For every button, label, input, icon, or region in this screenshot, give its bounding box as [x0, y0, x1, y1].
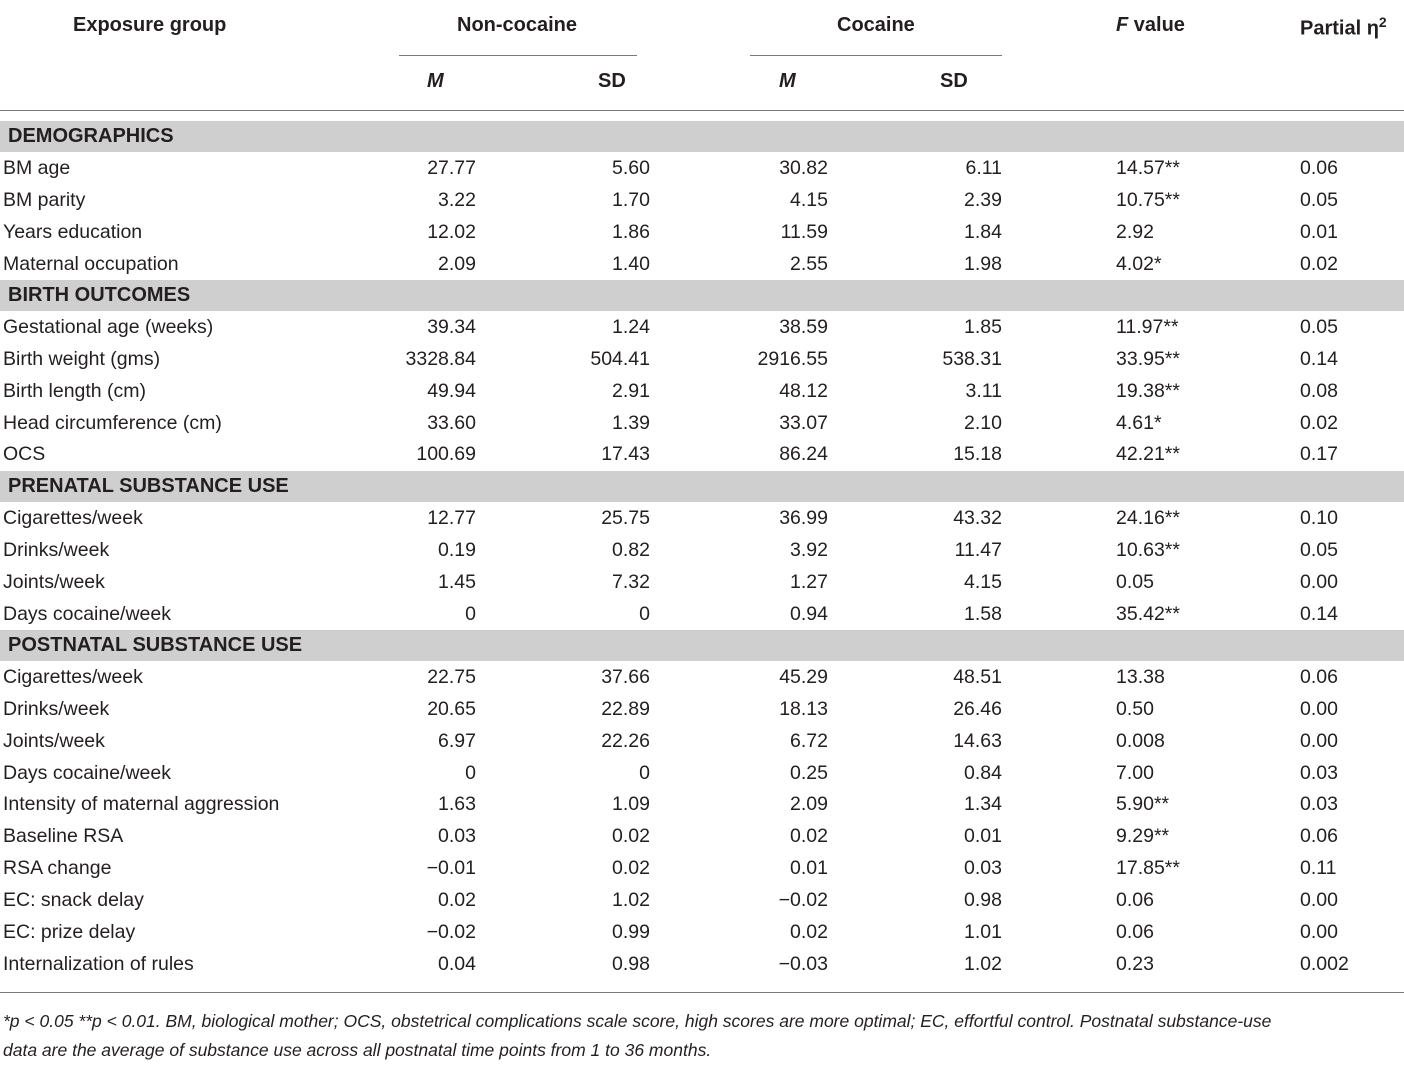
cell-cocaine-m: 11.59 [780, 220, 828, 243]
row-label: Internalization of rules [3, 952, 194, 975]
cell-noncocaine-m: −0.01 [426, 857, 476, 880]
cell-cocaine-sd: 48.51 [953, 666, 1002, 688]
cell-noncocaine-m: 12.02 [427, 220, 476, 243]
header-cocaine: Cocaine [837, 14, 915, 36]
cell-cocaine-m: 2.55 [790, 252, 828, 275]
cell-f-value: 0.50 [1116, 697, 1154, 720]
cell-partial-eta: 0.05 [1300, 316, 1338, 338]
section-band [0, 121, 1404, 152]
row-label: Days cocaine/week [3, 761, 171, 784]
cell-noncocaine-m: 1.45 [438, 570, 476, 593]
cell-f-value: 35.42** [1116, 602, 1180, 625]
cell-cocaine-sd: 4.15 [964, 570, 1002, 593]
cell-partial-eta: 0.00 [1300, 697, 1338, 720]
header-nc-sd: SD [598, 70, 626, 92]
row-label: Cigarettes/week [3, 666, 143, 688]
cell-cocaine-m: 2.09 [790, 793, 828, 816]
cell-noncocaine-sd: 22.89 [601, 697, 650, 720]
cell-partial-eta: 0.08 [1300, 379, 1338, 402]
cell-noncocaine-sd: 0.98 [612, 952, 650, 975]
cell-f-value: 11.97** [1116, 316, 1179, 338]
cell-f-value: 10.75** [1116, 188, 1180, 211]
section-title: DEMOGRAPHICS [8, 125, 174, 147]
cell-cocaine-m: 30.82 [779, 157, 828, 179]
cell-noncocaine-m: 0.03 [438, 825, 476, 848]
row-label: Birth weight (gms) [3, 347, 161, 370]
cell-f-value: 5.90** [1116, 793, 1170, 816]
cell-partial-eta: 0.06 [1300, 825, 1338, 848]
partial-eta-label: Partial η [1300, 17, 1379, 40]
cell-cocaine-m: 1.27 [790, 570, 828, 593]
cell-cocaine-m: 0.02 [790, 920, 828, 943]
cell-partial-eta: 0.11 [1300, 857, 1337, 880]
cell-cocaine-sd: 11.47 [954, 538, 1002, 561]
cell-partial-eta: 0.00 [1300, 920, 1338, 943]
row-label: Birth length (cm) [3, 379, 147, 402]
cell-cocaine-m: 38.59 [779, 316, 828, 338]
header-partial-eta [1300, 14, 1387, 41]
header-bottom-rule [0, 110, 1404, 111]
cell-cocaine-sd: 3.11 [965, 379, 1002, 402]
cell-noncocaine-sd: 22.26 [601, 729, 650, 752]
cell-cocaine-sd: 14.63 [953, 729, 1002, 752]
cell-noncocaine-sd: 0 [639, 761, 650, 784]
f-italic: F [1116, 14, 1129, 36]
cell-f-value: 17.85** [1116, 857, 1180, 880]
cell-partial-eta: 0.00 [1300, 729, 1338, 752]
cell-cocaine-sd: 1.85 [964, 316, 1002, 338]
cell-partial-eta: 0.02 [1300, 411, 1338, 434]
cell-f-value: 7.00 [1116, 761, 1154, 784]
cell-partial-eta: 0.01 [1300, 220, 1338, 243]
row-label: Years education [3, 220, 143, 243]
cell-noncocaine-sd: 1.40 [612, 252, 650, 275]
cell-noncocaine-m: 0 [465, 761, 476, 784]
cell-noncocaine-sd: 1.02 [612, 888, 650, 911]
cell-noncocaine-sd: 0.82 [612, 538, 650, 561]
row-label: EC: prize delay [3, 920, 136, 943]
cell-noncocaine-m: 20.65 [427, 697, 476, 720]
cell-partial-eta: 0.14 [1300, 347, 1338, 370]
cell-cocaine-m: 6.72 [790, 729, 828, 752]
section-title: PRENATAL SUBSTANCE USE [8, 475, 289, 497]
cell-noncocaine-m: 0 [465, 602, 476, 625]
row-label: Joints/week [3, 729, 105, 752]
cell-partial-eta: 0.002 [1300, 952, 1349, 975]
cell-cocaine-sd: 0.98 [964, 888, 1002, 911]
row-label: Gestational age (weeks) [3, 316, 214, 338]
cell-noncocaine-m: 27.77 [427, 157, 476, 179]
cell-noncocaine-m: 0.19 [438, 538, 476, 561]
row-label: Cigarettes/week [3, 507, 143, 529]
cell-partial-eta: 0.17 [1300, 443, 1338, 466]
cell-f-value: 4.02* [1116, 252, 1162, 275]
cell-noncocaine-sd: 1.24 [612, 316, 650, 338]
cell-noncocaine-m: 2.09 [438, 252, 476, 275]
cell-partial-eta: 0.06 [1300, 666, 1338, 688]
cell-cocaine-m: −0.03 [778, 952, 828, 975]
header-f-value [1116, 14, 1185, 37]
cell-cocaine-m: 86.24 [779, 443, 828, 466]
cell-cocaine-sd: 43.32 [953, 507, 1002, 529]
cell-f-value: 19.38** [1116, 379, 1180, 402]
section-title: POSTNATAL SUBSTANCE USE [8, 634, 303, 656]
cell-cocaine-m: 0.94 [790, 602, 828, 625]
cell-f-value: 0.008 [1116, 729, 1165, 752]
cell-noncocaine-m: −0.02 [426, 920, 476, 943]
cell-cocaine-sd: 0.01 [964, 825, 1002, 848]
cell-noncocaine-sd: 5.60 [612, 157, 650, 179]
cell-cocaine-m: 18.13 [779, 697, 828, 720]
footnote-line-2: data are the average of substance use across all postnatal time points from 1 to 36 months. [3, 1040, 712, 1060]
cell-partial-eta: 0.00 [1300, 888, 1338, 911]
row-label: Drinks/week [3, 538, 110, 561]
cell-f-value: 0.05 [1116, 570, 1154, 593]
cell-noncocaine-m: 0.02 [438, 888, 476, 911]
cell-f-value: 0.06 [1116, 920, 1154, 943]
cell-noncocaine-sd: 0.02 [612, 857, 650, 880]
cell-f-value: 4.61* [1116, 411, 1162, 434]
row-label: RSA change [3, 857, 112, 880]
cell-cocaine-m: 3.92 [790, 538, 828, 561]
cell-cocaine-sd: 6.11 [965, 157, 1002, 179]
cell-cocaine-m: −0.02 [778, 888, 828, 911]
cell-noncocaine-sd: 7.32 [612, 570, 650, 593]
cell-noncocaine-m: 3.22 [438, 188, 476, 211]
cell-noncocaine-sd: 1.09 [612, 793, 650, 816]
partial-eta-sup: 2 [1378, 14, 1387, 30]
cell-cocaine-m: 36.99 [779, 507, 828, 529]
cell-noncocaine-sd: 37.66 [601, 666, 650, 688]
cell-partial-eta: 0.02 [1300, 252, 1338, 275]
section-band [0, 280, 1404, 311]
cell-noncocaine-m: 6.97 [438, 729, 476, 752]
cell-cocaine-sd: 1.58 [964, 602, 1002, 625]
cell-noncocaine-m: 49.94 [427, 379, 476, 402]
row-label: Joints/week [3, 570, 105, 593]
cell-f-value: 2.92 [1116, 220, 1154, 243]
cell-partial-eta: 0.06 [1300, 157, 1338, 179]
cell-noncocaine-m: 3328.84 [405, 347, 476, 370]
header-nc-m: M [427, 70, 444, 92]
cell-f-value: 24.16** [1116, 507, 1180, 529]
f-value-rest: value [1128, 14, 1185, 36]
table-bottom-rule [0, 992, 1404, 993]
cell-cocaine-sd: 538.31 [942, 347, 1002, 370]
cell-partial-eta: 0.03 [1300, 793, 1338, 816]
cell-cocaine-m: 45.29 [779, 666, 828, 688]
cell-f-value: 0.06 [1116, 888, 1154, 911]
header-exposure-group: Exposure group [73, 14, 227, 36]
cell-cocaine-sd: 1.02 [964, 952, 1002, 975]
cell-cocaine-m: 4.15 [790, 188, 828, 211]
cell-f-value: 42.21** [1116, 443, 1180, 466]
row-label: Baseline RSA [3, 825, 124, 848]
cell-cocaine-sd: 1.34 [964, 793, 1002, 816]
cell-noncocaine-sd: 1.86 [612, 220, 650, 243]
cell-cocaine-sd: 0.84 [964, 761, 1002, 784]
cell-partial-eta: 0.10 [1300, 507, 1338, 529]
cell-noncocaine-m: 22.75 [427, 666, 476, 688]
cell-cocaine-sd: 1.01 [964, 920, 1002, 943]
cell-noncocaine-m: 0.04 [438, 952, 476, 975]
cell-noncocaine-m: 1.63 [438, 793, 476, 816]
cell-f-value: 10.63** [1116, 538, 1180, 561]
cell-noncocaine-sd: 1.70 [612, 188, 650, 211]
cell-cocaine-sd: 15.18 [953, 443, 1002, 466]
row-label: Head circumference (cm) [3, 411, 222, 434]
cell-f-value: 9.29** [1116, 825, 1170, 848]
cell-cocaine-sd: 0.03 [964, 857, 1002, 880]
section-title: BIRTH OUTCOMES [8, 284, 191, 306]
cell-f-value: 13.38 [1116, 666, 1165, 688]
cell-noncocaine-m: 12.77 [427, 507, 476, 529]
cell-noncocaine-m: 33.60 [427, 411, 476, 434]
cell-cocaine-sd: 2.10 [964, 411, 1002, 434]
cell-cocaine-m: 48.12 [779, 379, 828, 402]
cell-f-value: 33.95** [1116, 347, 1180, 370]
cell-cocaine-sd: 26.46 [953, 697, 1002, 720]
cell-f-value: 14.57** [1116, 157, 1180, 179]
header-c-sd: SD [940, 70, 968, 92]
cocaine-rule [750, 55, 1002, 56]
non-cocaine-rule [399, 55, 637, 56]
cell-noncocaine-m: 100.69 [416, 443, 476, 466]
row-label: OCS [3, 443, 46, 466]
cell-cocaine-m: 0.25 [790, 761, 828, 784]
cell-noncocaine-sd: 25.75 [601, 507, 650, 529]
row-label: Drinks/week [3, 697, 110, 720]
cell-noncocaine-sd: 1.39 [612, 411, 650, 434]
cell-partial-eta: 0.03 [1300, 761, 1338, 784]
cell-partial-eta: 0.05 [1300, 188, 1338, 211]
cell-cocaine-m: 0.02 [790, 825, 828, 848]
row-label: Intensity of maternal aggression [3, 793, 280, 816]
row-label: BM age [3, 157, 71, 179]
row-label: Maternal occupation [3, 252, 179, 275]
cell-noncocaine-sd: 17.43 [601, 443, 650, 466]
header-c-m: M [779, 70, 796, 92]
cell-noncocaine-sd: 0 [639, 602, 650, 625]
section-band [0, 471, 1404, 502]
cell-cocaine-m: 2916.55 [757, 347, 828, 370]
cell-partial-eta: 0.14 [1300, 602, 1338, 625]
section-band [0, 630, 1404, 661]
cell-noncocaine-sd: 0.99 [612, 920, 650, 943]
cell-partial-eta: 0.05 [1300, 538, 1338, 561]
cell-cocaine-m: 33.07 [779, 411, 828, 434]
row-label: BM parity [3, 188, 86, 211]
cell-noncocaine-m: 39.34 [427, 316, 476, 338]
cell-cocaine-sd: 1.98 [964, 252, 1002, 275]
header-non-cocaine: Non-cocaine [457, 14, 578, 36]
cell-cocaine-sd: 2.39 [964, 188, 1002, 211]
cell-noncocaine-sd: 504.41 [590, 347, 650, 370]
row-label: Days cocaine/week [3, 602, 171, 625]
row-label: EC: snack delay [3, 888, 144, 911]
cell-f-value: 0.23 [1116, 952, 1154, 975]
cell-noncocaine-sd: 0.02 [612, 825, 650, 848]
cell-partial-eta: 0.00 [1300, 570, 1338, 593]
footnote-line-1: *p < 0.05 **p < 0.01. BM, biological mother; OCS, obstetrical complications scale score, high scores are more optimal; EC, effortful control. Postnatal substance-use [3, 1011, 1272, 1031]
cell-cocaine-sd: 1.84 [964, 220, 1002, 243]
cell-cocaine-m: 0.01 [790, 857, 828, 880]
cell-noncocaine-sd: 2.91 [612, 379, 650, 402]
